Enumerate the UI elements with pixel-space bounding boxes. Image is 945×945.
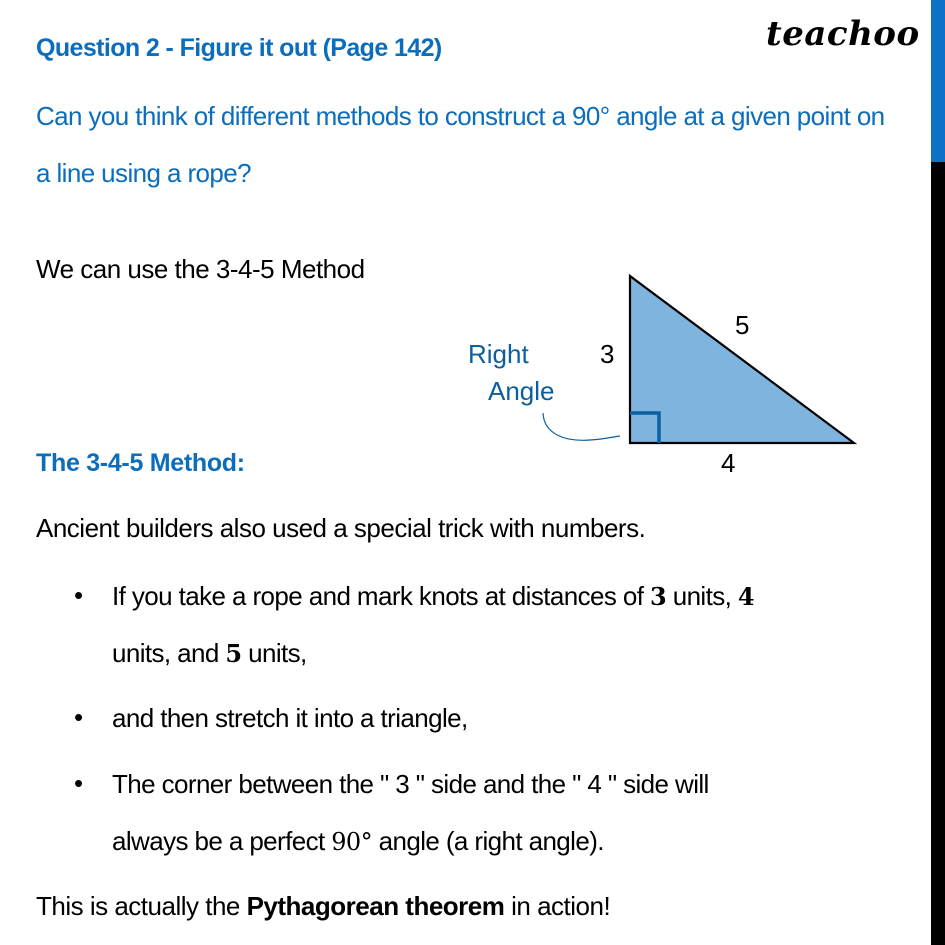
bullet-3: The corner between the " 3 " side and the " 4 " side will always be a perfect 90° angle (a right angle). — [112, 769, 709, 856]
label-side-3: 3 — [600, 339, 615, 369]
bullet-dot: • — [74, 702, 84, 732]
label-side-4: 4 — [721, 448, 736, 478]
conclusion: This is actually the Pythagorean theorem in action! — [36, 891, 611, 921]
question-text: Can you think of different methods to construct a 90° angle at a given point on a line using a rope? — [36, 101, 885, 188]
bullet-dot: • — [74, 768, 84, 798]
bullet-1: If you take a rope and mark knots at distances of 3 units, 4 units, and 5 units, — [112, 581, 754, 668]
callout-angle: Angle — [488, 376, 555, 406]
method-lead: Ancient builders also used a special trick with numbers. — [36, 513, 646, 543]
callout-right: Right — [468, 339, 529, 369]
triangle-shape — [630, 276, 854, 443]
question-title: Question 2 - Figure it out (Page 142) — [36, 34, 442, 62]
bullet-2: and then stretch it into a triangle, — [112, 703, 468, 733]
label-side-5: 5 — [735, 310, 750, 340]
right-edge-bar — [931, 0, 945, 945]
right-triangle-diagram — [440, 260, 880, 490]
callout-line — [543, 413, 620, 440]
method-heading: The 3-4-5 Method: — [36, 449, 245, 477]
right-edge-accent — [931, 0, 945, 162]
bullet-dot: • — [74, 580, 84, 610]
intro-text: We can use the 3-4-5 Method — [36, 254, 365, 284]
teachoo-logo: teachoo — [766, 14, 920, 54]
